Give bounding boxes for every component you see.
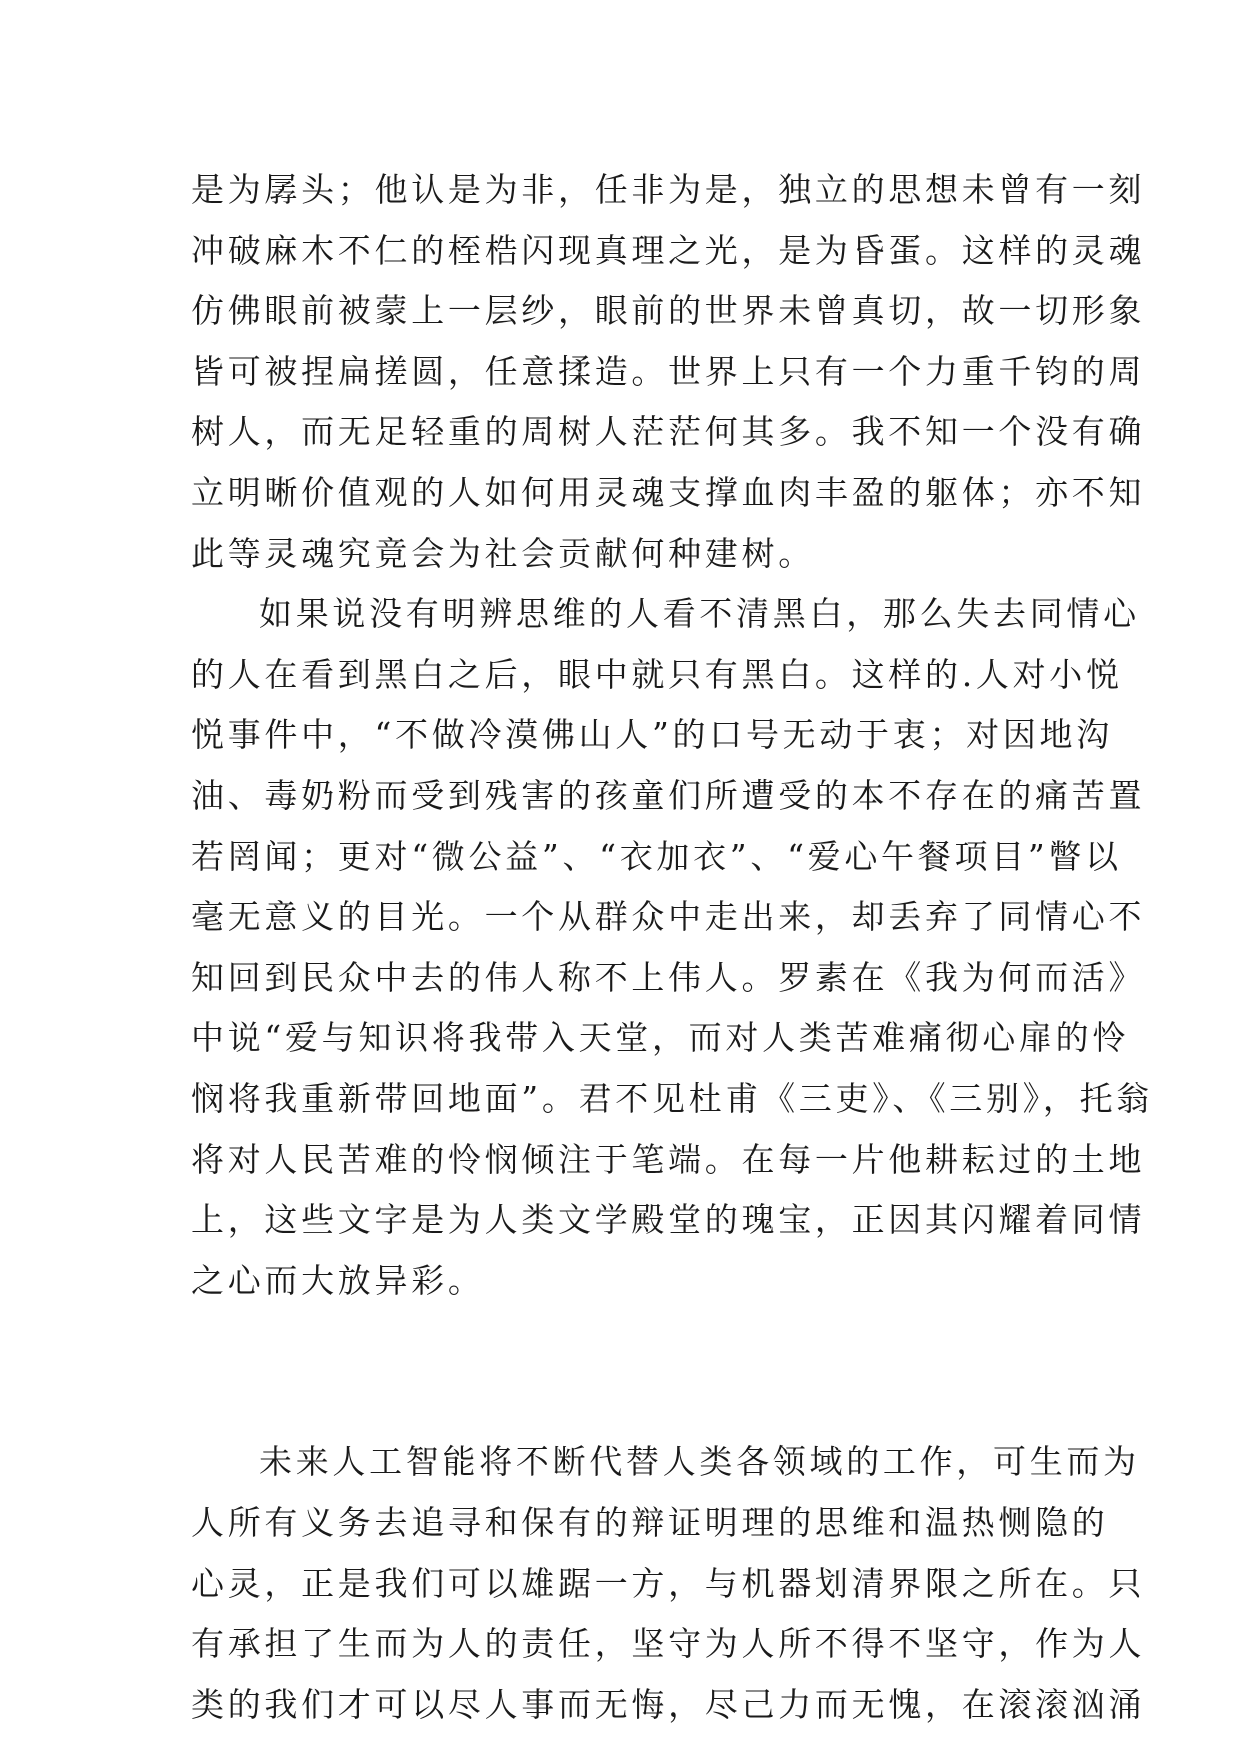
text-line: 知回到民众中去的伟人称不上伟人。罗素在《我为何而活》 <box>191 957 1146 997</box>
text-line: 冲破麻木不仁的桎梏闪现真理之光，是为昏蛋。这样的灵魂 <box>191 230 1146 270</box>
text-line: 如果说没有明辨思维的人看不清黑白，那么失去同情心 <box>259 594 1140 634</box>
text-line <box>191 1372 1049 1433</box>
essay-body <box>191 160 1153 1735</box>
paragraph-1 <box>191 160 1146 584</box>
text-line: 未来人工智能将不断代替人类各领域的工作，可生而为 <box>259 1442 1140 1482</box>
text-line: 若罔闻；更对“微公益”、“衣加衣”、“爱心午餐项目”瞥以 <box>191 836 1122 876</box>
text-line: 将对人民苦难的怜悯倾注于笔端。在每一片他耕耘过的土地 <box>191 1139 1146 1179</box>
text-line: 毫无意义的目光。一个从群众中走出来，却丢弃了同情心不 <box>191 897 1146 937</box>
paragraph-3 <box>191 1432 1146 1735</box>
text-line: 悦事件中，“不做冷漠佛山人”的口号无动于衷；对因地沟 <box>191 715 1113 755</box>
text-line <box>191 1311 1049 1372</box>
text-line: 之心而大放异彩。 <box>191 1260 485 1300</box>
text-line: 上，这些文字是为人类文学殿堂的瑰宝，正因其闪耀着同情 <box>191 1200 1146 1240</box>
text-line: 类的我们才可以尽人事而无悔，尽己力而无愧，在滚滚汹涌 <box>191 1684 1146 1724</box>
text-line: 是为孱头；他认是为非，任非为是，独立的思想未曾有一刻 <box>191 170 1146 209</box>
text-line: 油、毒奶粉而受到残害的孩童们所遭受的本不存在的痛苦置 <box>191 775 1146 815</box>
paragraph-2 <box>191 584 1153 1432</box>
text-line: 人所有义务去追寻和保有的辩证明理的思维和温热恻隐的 <box>191 1503 1109 1543</box>
text-line: 心灵，正是我们可以雄踞一方，与机器划清界限之所在。只 <box>191 1563 1146 1603</box>
text-line: 皆可被捏扁搓圆，任意揉造。世界上只有一个力重千钧的周 <box>191 351 1146 391</box>
text-line: 的人在看到黑白之后，眼中就只有黑白。这样的.人对小悦 <box>191 654 1123 694</box>
text-line: 树人，而无足轻重的周树人茫茫何其多。我不知一个没有确 <box>191 412 1146 452</box>
text-line: 有承担了生而为人的责任，坚守为人所不得不坚守，作为人 <box>191 1624 1146 1664</box>
text-line: 此等灵魂究竟会为社会贡献何种建树。 <box>191 533 815 573</box>
text-line: 悯将我重新带回地面”。君不见杜甫《三吏》、《三别》，托翁 <box>191 1078 1153 1118</box>
text-line: 仿佛眼前被蒙上一层纱，眼前的世界未曾真切，故一切形象 <box>191 291 1146 331</box>
text-line: 立明晰价值观的人如何用灵魂支撑血肉丰盈的躯体；亦不知 <box>191 472 1146 512</box>
text-line: 中说“爱与知识将我带入天堂，而对人类苦难痛彻心扉的怜 <box>191 1018 1130 1058</box>
